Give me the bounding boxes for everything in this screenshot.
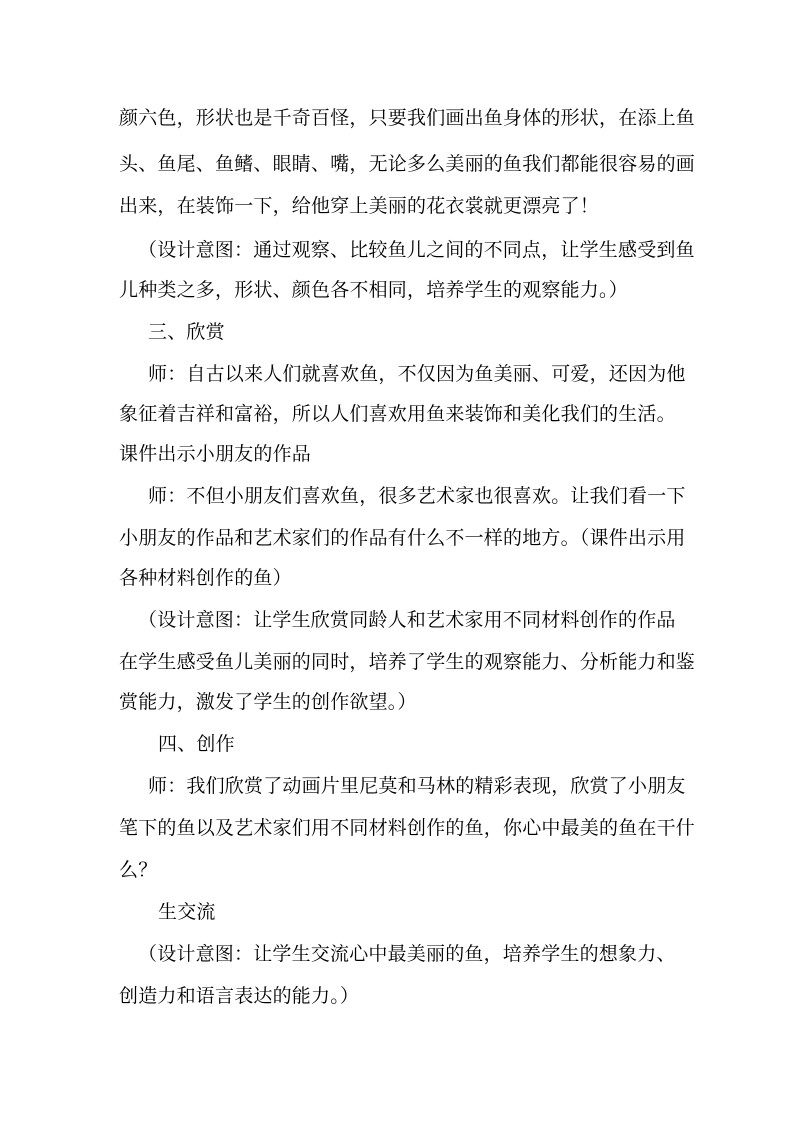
section-heading-appreciation: 三、欣赏 (148, 321, 225, 343)
design-intent-line: （设计意图：通过观察、比较鱼儿之间的不同点，让学生感受到鱼 (138, 239, 695, 261)
paragraph-line: 师：我们欣赏了动画片里尼莫和马林的精彩表现，欣赏了小朋友 (148, 775, 686, 797)
design-intent-line: 创造力和语言表达的能力。） (119, 985, 360, 1007)
design-intent-line: （设计意图：让学生欣赏同龄人和艺术家用不同材料创作的作品 (138, 609, 676, 631)
paragraph-line: 各种材料创作的鱼） (119, 567, 292, 589)
paragraph-line: 笔下的鱼以及艺术家们用不同材料创作的鱼，你心中最美的鱼在干什 (119, 817, 696, 839)
paragraph-line: 出来，在装饰一下，给他穿上美丽的花衣裳就更漂亮了！ (119, 195, 600, 217)
paragraph-line: 生交流 (158, 901, 216, 923)
section-heading-creation: 四、创作 (158, 733, 235, 755)
paragraph-line: 师：不但小朋友们喜欢鱼，很多艺术家也很喜欢。让我们看一下 (148, 485, 686, 507)
paragraph-line: 师：自古以来人们就喜欢鱼，不仅因为鱼美丽、可爱，还因为他 (148, 363, 686, 385)
paragraph-line: 小朋友的作品和艺术家们的作品有什么不一样的地方。（课件出示用 (119, 527, 686, 549)
paragraph-line: 颜六色，形状也是千奇百怪，只要我们画出鱼身体的形状，在添上鱼 (119, 107, 696, 129)
design-intent-line: （设计意图：让学生交流心中最美丽的鱼，培养学生的想象力、 (138, 943, 676, 965)
paragraph-line: 么？ (119, 859, 158, 881)
paragraph-line: 象征着吉祥和富裕，所以人们喜欢用鱼来装饰和美化我们的生活。 (119, 403, 676, 425)
design-intent-line: 赏能力，激发了学生的创作欲望。） (119, 691, 417, 713)
design-intent-line: 儿种类之多，形状、颜色各不相同，培养学生的观察能力。） (119, 279, 628, 301)
paragraph-line: 课件出示小朋友的作品 (119, 443, 312, 465)
paragraph-line: 头、鱼尾、鱼鳍、眼睛、嘴，无论多么美丽的鱼我们都能很容易的画 (119, 153, 696, 175)
design-intent-line: 在学生感受鱼儿美丽的同时，培养了学生的观察能力、分析能力和鉴 (119, 651, 696, 673)
